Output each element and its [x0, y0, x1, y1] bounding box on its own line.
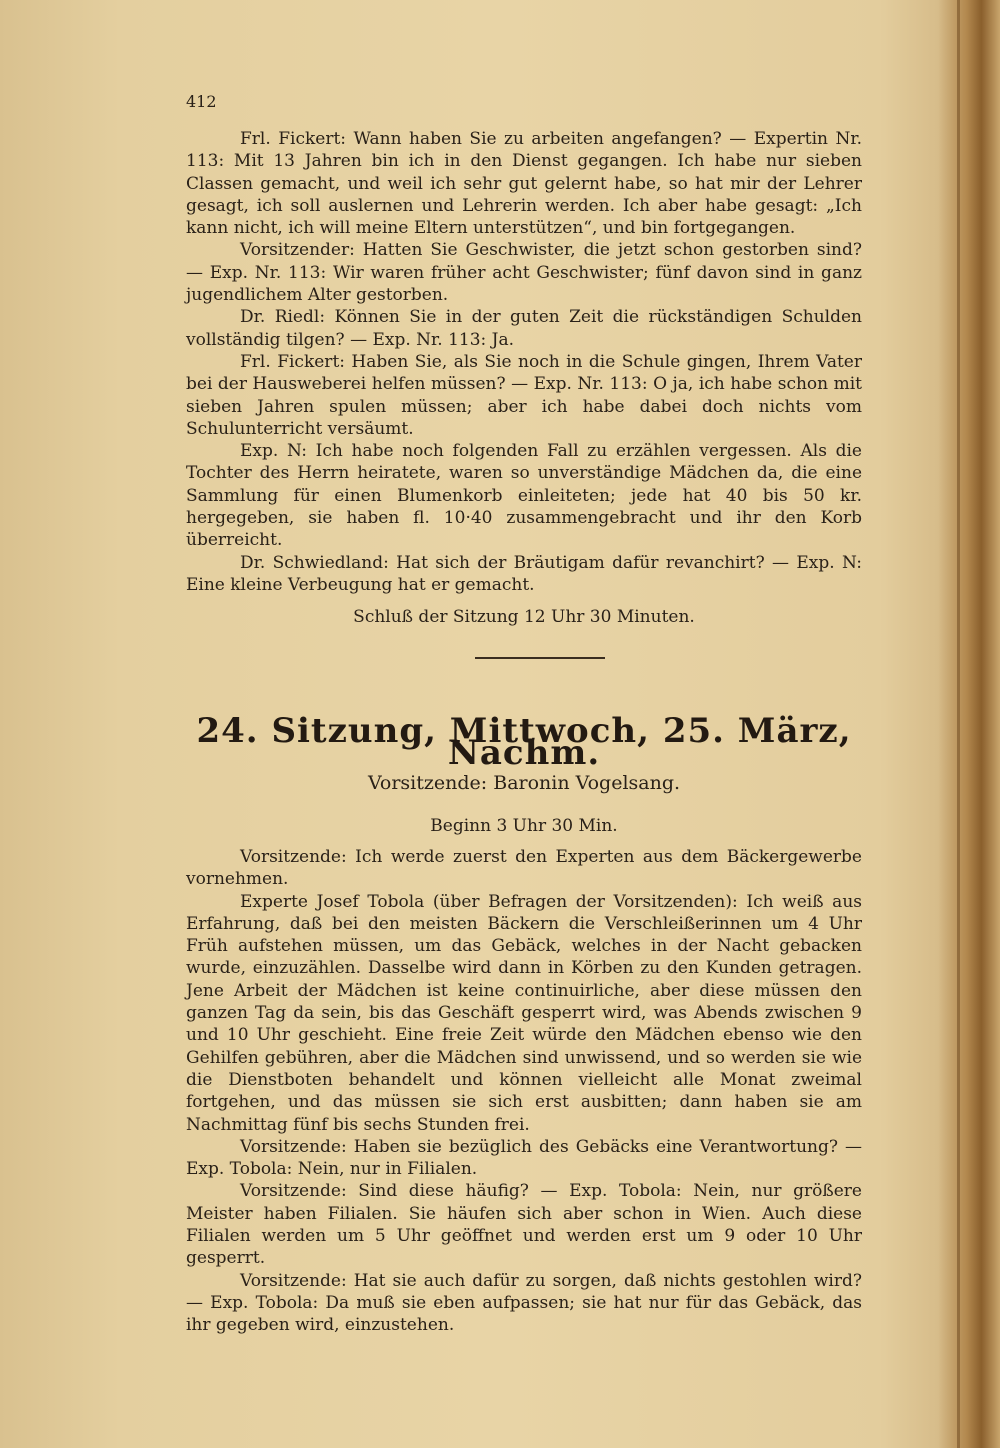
paragraph: Vorsitzende: Haben sie bezüglich des Gebäcks eine Verantwortung? — Exp. Tobola: Nein, nur in Filialen.: [186, 1136, 862, 1180]
paragraph: Vorsitzende: Sind diese häufig? — Exp. Tobola: Nein, nur größere Meister haben Filialen. Sie häufen sich aber schon in Wien. Auch diese Filialen werden um 5 Uhr geöffnet und werden erst um 9 oder 10 Uhr gesperrt.: [186, 1181, 862, 1269]
section-2: [186, 846, 862, 1337]
paragraph: Dr. Schwiedland: Hat sich der Bräutigam dafür revanchirt? — Exp. N: Eine kleine Verbeugung hat er gemacht.: [186, 552, 862, 595]
binding-line: [957, 0, 960, 1448]
paragraph: Experte Josef Tobola (über Befragen der Vorsitzenden): Ich weiß aus Erfahrung, daß bei den meisten Bäckern die Verschleißerinnen um 4 Uhr Früh aufstehen müssen, um das Gebäck, welches in der Nacht gebacken wurde, einzuzählen. Dasselbe wird dann in Körben zu den Kunden getragen. Jene Arbeit der Mädchen ist keine continuirliche, aber diese müssen den ganzen Tag da sein, bis das Geschäft gesperrt wird, was Abends zwischen 9 und 10 Uhr geschieht. Eine freie Zeit würde den Mädchen ebenso wie den Gehilfen gebühren, aber die Mädchen sind unwissend, und so werden sie wie die Dienstboten behandelt und können vielleicht alle Monat zweimal fortgehen, und das müssen sie sich erst ausbitten; dann haben sie am Nachmittag fünf bis sechs Stunden frei.: [186, 891, 862, 1135]
paragraph: Exp. N: Ich habe noch folgenden Fall zu erzählen vergessen. Als die Tochter des Herrn heiratete, waren so unverständige Mädchen da, die eine Sammlung für einen Blumenkorb einleiteten; jede hat 40 bis 50 kr. hergegeben, sie haben fl. 10·40 zusammengebracht und ihr den Korb überreicht.: [186, 441, 862, 551]
session-closing: Schluß der Sitzung 12 Uhr 30 Minuten.: [353, 607, 695, 628]
session-begin: Beginn 3 Uhr 30 Min.: [430, 816, 618, 836]
book-binding-edge: [938, 0, 1000, 1448]
paragraph: Frl. Fickert: Haben Sie, als Sie noch in die Schule gingen, Ihrem Vater bei der Hausweberei helfen müssen? — Exp. Nr. 113: O ja, ich habe schon mit sieben Jahren spulen müssen; aber ich habe dabei doch nichts vom Schulunterricht versäumt.: [186, 351, 862, 439]
page-number: 412: [186, 92, 217, 111]
paragraph: Vorsitzende: Hat sie auch dafür zu sorgen, daß nichts gestohlen wird? — Exp. Tobola: Da muß sie eben aufpassen; sie hat nur für das Gebäck, das ihr gegeben wird, einzustehen.: [186, 1270, 862, 1336]
paragraph: Vorsitzender: Hatten Sie Geschwister, die jetzt schon gestorben sind? — Exp. Nr. 113: Wir waren früher acht Geschwister; fünf davon sind in ganz jugendlichem Alter gestorben.: [186, 240, 862, 306]
paragraph: Dr. Riedl: Können Sie in der guten Zeit die rückständigen Schulden vollständig tilgen? — Exp. Nr. 113: Ja.: [186, 307, 862, 350]
session-heading: 24. Sitzung, Mittwoch, 25. März, Nachm.: [196, 711, 852, 774]
paragraph: Vorsitzende: Ich werde zuerst den Experten aus dem Bäckergewerbe vornehmen.: [186, 847, 862, 890]
paragraph: Frl. Fickert: Wann haben Sie zu arbeiten angefangen? — Expertin Nr. 113: Mit 13 Jahren bin ich in den Dienst gegangen. Ich habe nur sieben Classen gemacht, und weil ich sehr gut gelernt habe, so hat mir der Lehrer gesagt, ich soll auslernen und Lehrerin werden. Ich aber habe gesagt: „Ich kann nicht, ich will meine Eltern unterstützen“, und bin fortgegangen.: [186, 129, 862, 239]
section-divider: [475, 657, 605, 659]
section-1: [186, 128, 862, 629]
session-chair: Vorsitzende: Baronin Vogelsang.: [367, 772, 681, 794]
